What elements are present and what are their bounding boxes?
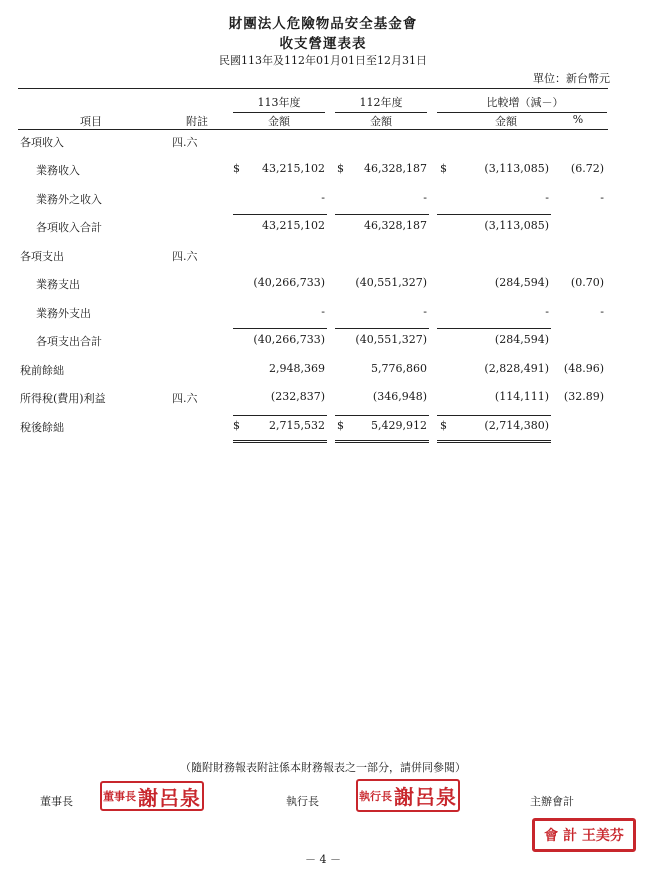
col-113-heading: 113年度 [257, 96, 301, 109]
row-note: 四.六 [172, 136, 198, 149]
row-amount-113: 43,215,102 [262, 219, 325, 232]
accountant-seal [532, 818, 636, 852]
row-amount-112: 46,328,187 [364, 162, 427, 175]
page-number: － 4 － [305, 853, 341, 866]
row-label: 業務外之收入 [36, 193, 102, 206]
row-amount-diff: (114,111) [494, 390, 549, 403]
rule-net-double-diff [437, 440, 551, 443]
row-amount-diff: (3,113,085) [484, 219, 549, 232]
row-amount-112: - [423, 305, 427, 318]
col-compare-heading: 比較增（減－） [486, 96, 564, 109]
row-pct: (6.72) [570, 162, 604, 175]
accountant-seal-text: 會 計 王美芬 [544, 828, 624, 844]
row-label: 業務外支出 [36, 307, 91, 320]
row-amount-diff: (3,113,085) [484, 162, 549, 175]
row-dollar-113: $ [233, 419, 240, 432]
row-label: 稅後餘絀 [20, 421, 64, 434]
row-label: 所得稅(費用)利益 [20, 392, 106, 405]
row-amount-113: 2,715,532 [269, 419, 325, 432]
rule-income-113 [233, 214, 327, 215]
row-amount-113: 2,948,369 [269, 362, 325, 375]
ceo-seal-role: 執行長 [359, 789, 392, 803]
rule-net-top-diff [437, 415, 551, 416]
row-label: 稅前餘絀 [20, 364, 64, 377]
row-amount-112: 5,429,912 [371, 419, 427, 432]
row-amount-112: (40,551,327) [355, 333, 427, 346]
organization-name: 財團法人危險物品安全基金會 [228, 16, 418, 32]
chairman-seal-name: 謝呂泉 [138, 785, 201, 810]
row-amount-112: 5,776,860 [371, 362, 427, 375]
header-bottom-rule [18, 129, 608, 130]
row-label: 各項收入 [20, 136, 64, 149]
rule-net-double-113 [233, 440, 327, 443]
ceo-label: 執行長 [286, 795, 319, 808]
row-dollar-diff: $ [440, 419, 447, 432]
row-note: 四.六 [172, 250, 198, 263]
row-note: 四.六 [172, 392, 198, 405]
row-amount-diff: (284,594) [494, 276, 549, 289]
rule-expense-113 [233, 328, 327, 329]
row-label: 各項支出合計 [36, 335, 102, 348]
row-dollar-112: $ [337, 162, 344, 175]
row-amount-113: (40,266,733) [253, 276, 325, 289]
row-pct: (48.96) [563, 362, 604, 375]
ceo-seal-name: 謝呂泉 [394, 785, 457, 809]
col-112-amount-heading: 金額 [370, 115, 392, 128]
row-amount-diff: (2,828,491) [484, 362, 549, 375]
row-pct: (0.70) [570, 276, 604, 289]
row-label: 各項支出 [20, 250, 64, 263]
row-label: 業務支出 [36, 278, 80, 291]
rule-net-top-113 [233, 415, 327, 416]
rule-income-112 [335, 214, 429, 215]
rule-net-double-112 [335, 440, 429, 443]
row-amount-diff: - [545, 305, 549, 318]
col-diff-amount-heading: 金額 [495, 115, 517, 128]
col-112-heading: 112年度 [359, 96, 403, 109]
chairman-seal [100, 781, 204, 811]
row-amount-diff: - [545, 191, 549, 204]
rule-expense-112 [335, 328, 429, 329]
ceo-seal [356, 779, 460, 812]
row-amount-112: 46,328,187 [364, 219, 427, 232]
row-amount-113: (232,837) [270, 390, 325, 403]
accountant-label: 主辦會計 [530, 795, 574, 808]
row-amount-113: 43,215,102 [262, 162, 325, 175]
col-113-amount-heading: 金額 [268, 115, 290, 128]
currency-unit: 單位：新台幣元 [533, 72, 610, 85]
chairman-label: 董事長 [40, 795, 73, 808]
row-amount-112: (40,551,327) [355, 276, 427, 289]
row-amount-113: - [321, 191, 325, 204]
rule-expense-diff [437, 328, 551, 329]
row-amount-diff: (284,594) [494, 333, 549, 346]
row-label: 業務收入 [36, 164, 80, 177]
chairman-seal-role: 董事長 [103, 790, 136, 803]
statement-title: 收支營運表表 [279, 36, 367, 52]
footnote: （隨附財務報表附註係本財務報表之一部分，請併同參閱） [180, 761, 466, 774]
row-dollar-113: $ [233, 162, 240, 175]
row-dollar-112: $ [337, 419, 344, 432]
row-amount-113: (40,266,733) [253, 333, 325, 346]
rule-income-diff [437, 214, 551, 215]
row-amount-112: - [423, 191, 427, 204]
col-note-heading: 附註 [186, 115, 208, 128]
col-item-heading: 項目 [80, 115, 102, 128]
header-top-rule [18, 88, 608, 89]
row-amount-112: (346,948) [372, 390, 427, 403]
row-pct: (32.89) [563, 390, 604, 403]
row-label: 各項收入合計 [36, 221, 102, 234]
row-amount-diff: (2,714,380) [484, 419, 549, 432]
row-dollar-diff: $ [440, 162, 447, 175]
row-pct: - [600, 305, 604, 318]
row-pct: - [600, 191, 604, 204]
row-amount-113: - [321, 305, 325, 318]
rule-net-top-112 [335, 415, 429, 416]
col-pct-heading: % [572, 113, 584, 126]
statement-period: 民國113年及112年01月01日至12月31日 [219, 54, 427, 67]
